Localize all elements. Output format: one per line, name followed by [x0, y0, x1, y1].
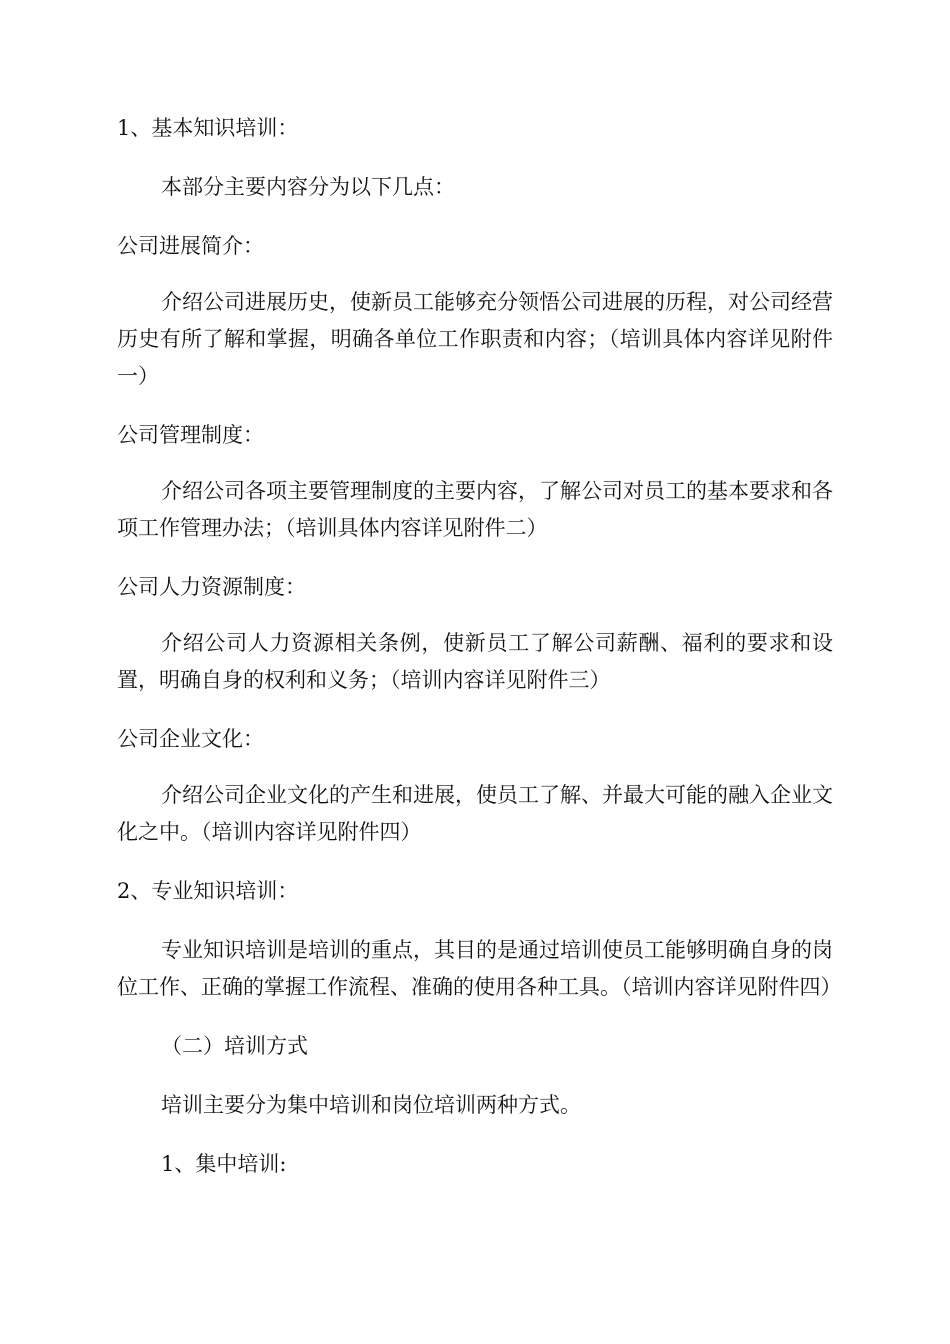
section-heading-professional-knowledge: 2、专业知识培训：	[117, 879, 299, 903]
paragraph-corporate-culture: 介绍公司企业文化的产生和进展，使员工了解、并最大可能的融入企业文化之中。（培训内容详见附件四）	[117, 783, 833, 844]
paragraph-hr-system: 介绍公司人力资源相关条例，使新员工了解公司薪酬、福利的要求和设置，明确自身的权利和义务；（培训内容详见附件三）	[117, 631, 833, 692]
section-heading-training-methods: （二）培训方式	[161, 1034, 308, 1058]
subheading-hr-system: 公司人力资源制度：	[117, 575, 306, 599]
paragraph-professional-knowledge: 专业知识培训是培训的重点，其目的是通过培训使员工能够明确自身的岗位工作、正确的掌握工作流程、准确的使用各种工具。（培训内容详见附件四）	[117, 938, 842, 999]
subheading-corporate-culture: 公司企业文化：	[117, 727, 264, 751]
subheading-centralized-training: 1、集中培训:	[161, 1152, 287, 1176]
paragraph-company-history: 介绍公司进展历史，使新员工能够充分领悟公司进展的历程，对公司经营历史有所了解和掌握，明确各单位工作职责和内容；（培训具体内容详见附件一）	[117, 290, 833, 388]
section-heading-basic-knowledge: 1、基本知识培训：	[117, 116, 299, 140]
document-body	[117, 110, 842, 1183]
paragraph-management-system: 介绍公司各项主要管理制度的主要内容，了解公司对员工的基本要求和各项工作管理办法；（培训具体内容详见附件二）	[117, 479, 833, 540]
paragraph-training-methods: 培训主要分为集中培训和岗位培训两种方式。	[161, 1093, 581, 1117]
paragraph-intro: 本部分主要内容分为以下几点：	[161, 175, 455, 199]
subheading-management-system: 公司管理制度：	[117, 423, 264, 447]
subheading-company-history: 公司进展简介：	[117, 234, 264, 258]
